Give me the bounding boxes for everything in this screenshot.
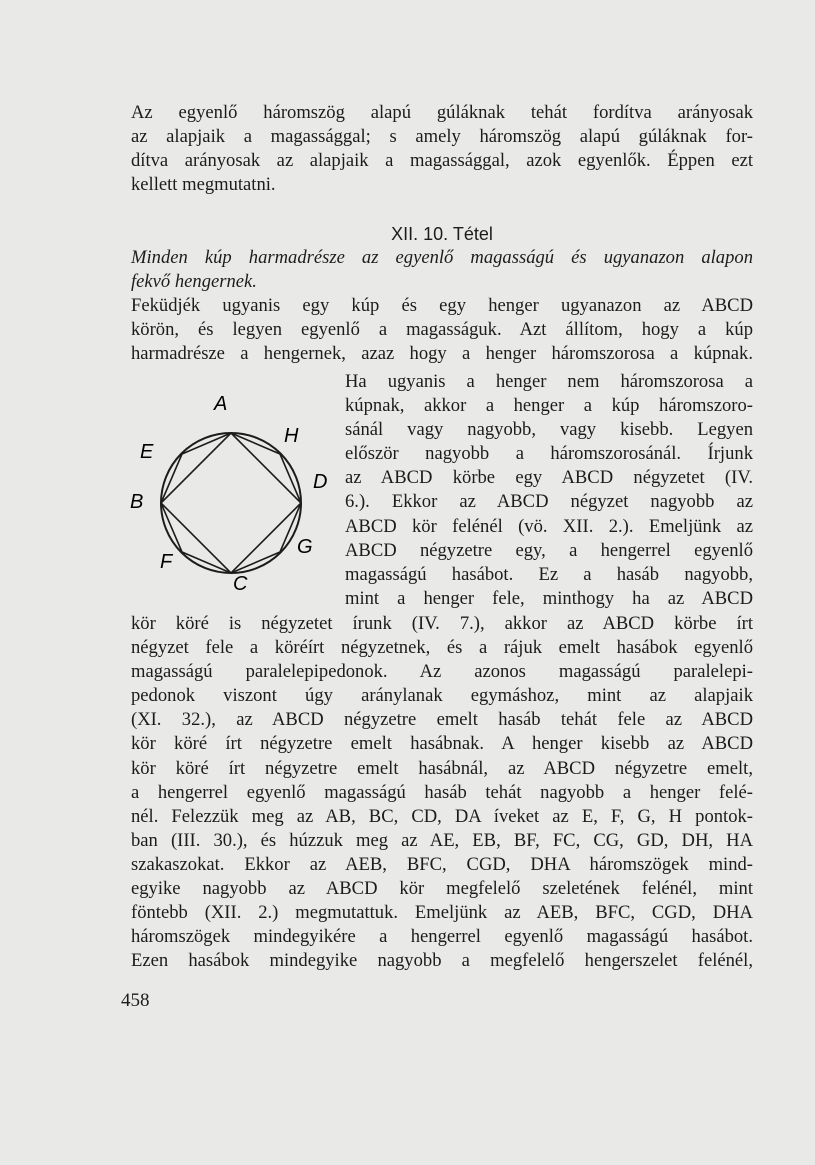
- text-line: ABCD négyzetre egy, a hengerrel egyenlő: [345, 539, 753, 561]
- text-line: egyike nagyobb az ABCD kör megfelelő szeletének felénél, mint: [131, 878, 753, 900]
- proof-continued: [131, 612, 753, 973]
- text-line: kúpnak, akkor a henger a kúp háromszoro-: [345, 395, 753, 417]
- text-line: (XI. 32.), az ABCD négyzetre emelt hasáb tehát fele az ABCD: [131, 709, 753, 731]
- label-F: F: [160, 551, 173, 573]
- text-line: sánál vagy nagyobb, vagy kisebb. Legyen: [345, 419, 753, 441]
- text-line: kellett megmutatni.: [131, 174, 276, 196]
- text-line: Az egyenlő háromszög alapú gúláknak tehát fordítva arányosak: [131, 102, 753, 123]
- text-line: mint a henger fele, minthogy ha az ABCD: [345, 587, 753, 609]
- text-line: kör köré írt négyzetre emelt hasábnál, az ABCD négyzetre emelt,: [131, 757, 753, 779]
- text-line: dítva arányosak az alapjaik a magassággal, azok egyenlők. Éppen ezt: [131, 150, 753, 172]
- text-line: az alapjaik a magassággal; s amely háromszög alapú gúláknak for-: [131, 126, 753, 148]
- label-G: G: [297, 536, 313, 558]
- text-line: Feküdjék ugyanis egy kúp és egy henger ugyanazon az ABCD: [131, 295, 753, 316]
- text-line: Ha ugyanis a henger nem háromszorosa a: [345, 371, 753, 392]
- text-line: kör köré is négyzetet írunk (IV. 7.), akkor az ABCD körbe írt: [131, 613, 753, 634]
- text-line: ABCD kör felénél (vö. XII. 2.). Emeljünk az: [345, 515, 753, 537]
- text-line: nél. Felezzük meg az AB, BC, CD, DA íveket az E, F, G, H pontok-: [131, 805, 753, 827]
- text-line: Minden kúp harmadrésze az egyenlő magasságú és ugyanazon alapon: [131, 247, 753, 268]
- text-line: az ABCD körbe egy ABCD négyzetet (IV.: [345, 467, 753, 489]
- text-line: harmadrésze a hengernek, azaz hogy a henger háromszorosa a kúpnak.: [131, 343, 753, 365]
- label-B: B: [130, 491, 144, 513]
- paragraph-intro: [131, 101, 753, 197]
- inscribed-octagon: [161, 433, 301, 573]
- text-line: szakaszokat. Ekkor az AEB, BFC, CGD, DHA háromszögek mind-: [131, 853, 753, 875]
- label-C: C: [233, 573, 248, 595]
- text-line: Ezen hasábok mindegyike nagyobb a megfelelő hengerszelet felénél,: [131, 950, 753, 972]
- label-D: D: [313, 471, 328, 493]
- text-line: kör köré írt négyzetre emelt hasábnak. A henger kisebb az ABCD: [131, 733, 753, 755]
- text-line: négyzet fele a köréírt négyzetnek, és a rájuk emelt hasábok egyenlő: [131, 637, 753, 659]
- text-line: ban (III. 30.), és húzzuk meg az AE, EB, BF, FC, CG, GD, DH, HA: [131, 829, 753, 851]
- text-line: magasságú hasábot. Ez a hasáb nagyobb,: [345, 563, 753, 585]
- text-line: a hengerrel egyenlő magasságú hasáb tehát nagyobb a henger felé-: [131, 781, 753, 803]
- text-line: 6.). Ekkor az ABCD négyzet nagyobb az: [345, 491, 753, 513]
- text-line: háromszögek mindegyikére a hengerrel egyenlő magasságú hasábot.: [131, 926, 753, 948]
- geometry-figure: [126, 378, 341, 598]
- page-number: 458: [121, 990, 150, 1011]
- theorem-heading: XII. 10. Tétel: [391, 224, 493, 244]
- text-line: először nagyobb a háromszorosánál. Írjunk: [345, 443, 753, 465]
- proof-intro: [131, 294, 753, 366]
- text-line: körön, és legyen egyenlő a magasságuk. Azt állítom, hogy a kúp: [131, 319, 753, 341]
- proof-right-column: [345, 370, 753, 611]
- text-line: fekvő hengernek.: [131, 271, 257, 293]
- text-line: magasságú paralelepipedonok. Az azonos magasságú paralelepi-: [131, 661, 753, 683]
- text-line: pedonok viszont úgy aránylanak egymáshoz, mint az alapjaik: [131, 685, 753, 707]
- label-E: E: [140, 441, 154, 463]
- label-A: A: [214, 393, 228, 415]
- label-H: H: [284, 425, 299, 447]
- text-line: föntebb (XII. 2.) megmutattuk. Emeljünk az AEB, BFC, CGD, DHA: [131, 902, 753, 924]
- theorem-statement: [131, 246, 753, 294]
